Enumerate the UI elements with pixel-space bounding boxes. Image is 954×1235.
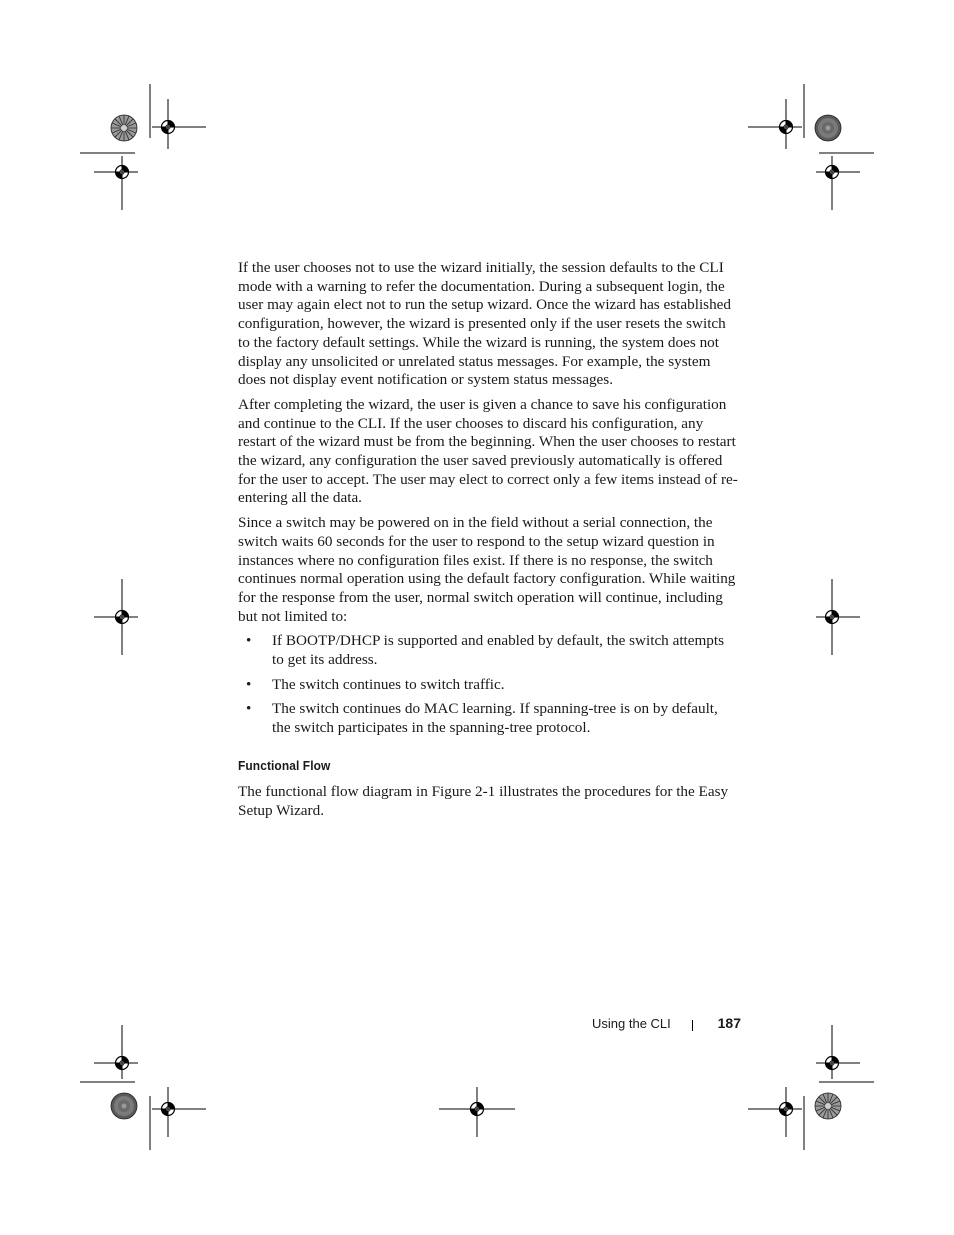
body-paragraph: If the user chooses not to use the wizard initially, the session defaults to the CLI mode with a warning to refer the documentation. During a subsequent login, the user may again elect not to run the setup wizard. Once the wizard has established configuration, however, the wizard is presented only if the user resets the switch to the factory default settings. While the wizard is running, the system does not display any unsolicited or unrelated status messages. For example, the system does not display event notification or system status messages. [238,259,732,389]
body-paragraph: The functional flow diagram in Figure 2-1 illustrates the procedures for the Easy Setup Wizard. [238,782,729,819]
bullet-list [238,632,738,738]
bullet-text: If BOOTP/DHCP is supported and enabled by default, the switch attempts to get its address. [272,632,725,669]
bullet-text: The switch continues to switch traffic. [272,675,505,693]
bullet-icon: • [246,675,252,693]
registration-mark-icon [152,1087,206,1137]
bullet-item [238,676,738,695]
bullet-text: The switch continues do MAC learning. If spanning-tree is on by default, the switch participates in the spanning-tree protocol. [272,700,718,737]
body-paragraph: After completing the wizard, the user is given a chance to save his configuration and continue to the CLI. If the user chooses to discard his configuration, any restart of the wizard must be from the beginning. When the user chooses to restart the wizard, any configuration the user saved previously automatically is offered for the user to accept. The user may elect to correct only a few items instead of re-entering all the data. [238,395,738,507]
registration-mark-icon [816,156,860,210]
registration-mark-icon [748,99,802,149]
bullet-icon: • [246,632,252,650]
registration-mark-icon [152,99,206,149]
page-footer [560,1015,741,1035]
page-body [238,259,738,826]
registration-mark-icon [439,1087,515,1137]
page-number: 187 [717,1015,741,1031]
registration-mark-icon [94,1025,138,1079]
color-wheel-icon [111,115,137,141]
section-heading: Functional Flow [238,757,331,773]
color-wheel-icon [815,1093,841,1119]
registration-mark-icon [816,1025,860,1079]
bullet-item [238,700,738,737]
registration-mark-icon [94,156,138,210]
color-wheel-icon [111,1093,137,1119]
registration-mark-icon [816,579,860,655]
footer-divider [692,1020,693,1031]
body-paragraph: Since a switch may be powered on in the field without a serial connection, the switch waits 60 seconds for the user to respond to the setup wizard question in instances where no configuration files exist. If there is no response, the switch continues normal operation using the default factory configuration. While waiting for the response from the user, normal switch operation will continue, including but not limited to: [238,514,736,625]
color-wheel-icon [815,115,841,141]
bullet-icon: • [246,700,252,718]
bullet-item [238,632,738,669]
footer-section-title: Using the CLI [592,1016,671,1031]
registration-mark-icon [94,579,138,655]
registration-mark-icon [748,1087,802,1137]
